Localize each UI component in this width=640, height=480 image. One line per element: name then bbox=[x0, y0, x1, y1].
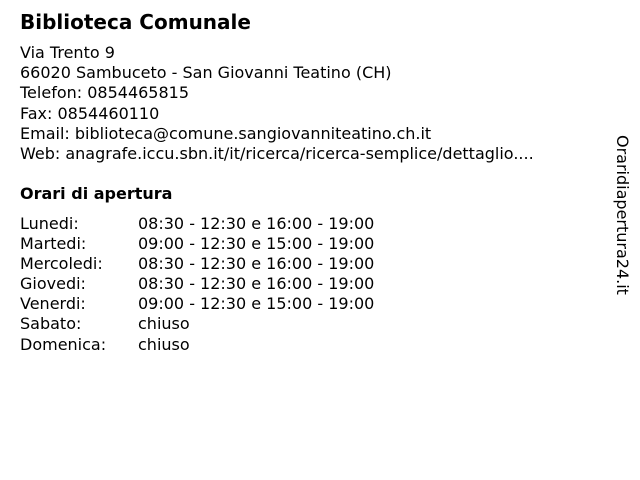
address-street: Via Trento 9 bbox=[20, 43, 115, 62]
page-title: Biblioteca Comunale bbox=[20, 10, 251, 34]
day-label: Sabato: bbox=[20, 314, 82, 334]
site-watermark: Oraridiapertura24.it bbox=[613, 135, 632, 295]
day-hours: 08:30 - 12:30 e 16:00 - 19:00 bbox=[138, 254, 375, 274]
phone-number: Telefon: 0854465815 bbox=[20, 83, 190, 103]
day-label: Giovedi: bbox=[20, 274, 86, 294]
day-label: Domenica: bbox=[20, 334, 107, 354]
email-address: Email: biblioteca@comune.sangiovanniteatino.ch.it bbox=[20, 123, 432, 143]
day-hours: chiuso bbox=[138, 314, 190, 334]
day-hours: chiuso bbox=[138, 334, 190, 354]
opening-hours-title: Orari di apertura bbox=[20, 184, 173, 203]
day-hours: 08:30 - 12:30 e 16:00 - 19:00 bbox=[138, 214, 375, 233]
day-label: Lunedi: bbox=[20, 214, 79, 233]
website-url: Web: anagrafe.iccu.sbn.it/it/ricerca/ricerca-semplice/dettaglio.... bbox=[20, 143, 534, 163]
contact-info bbox=[20, 43, 534, 164]
day-hours: 09:00 - 12:30 e 15:00 - 19:00 bbox=[138, 294, 375, 314]
address-city: 66020 Sambuceto - San Giovanni Teatino (CH) bbox=[20, 63, 392, 83]
fax-number: Fax: 0854460110 bbox=[20, 103, 160, 123]
day-label: Venerdi: bbox=[20, 294, 86, 314]
day-hours: 09:00 - 12:30 e 15:00 - 19:00 bbox=[138, 234, 375, 254]
day-hours: 08:30 - 12:30 e 16:00 - 19:00 bbox=[138, 274, 375, 294]
day-label: Martedi: bbox=[20, 234, 87, 254]
day-label: Mercoledi: bbox=[20, 254, 103, 274]
